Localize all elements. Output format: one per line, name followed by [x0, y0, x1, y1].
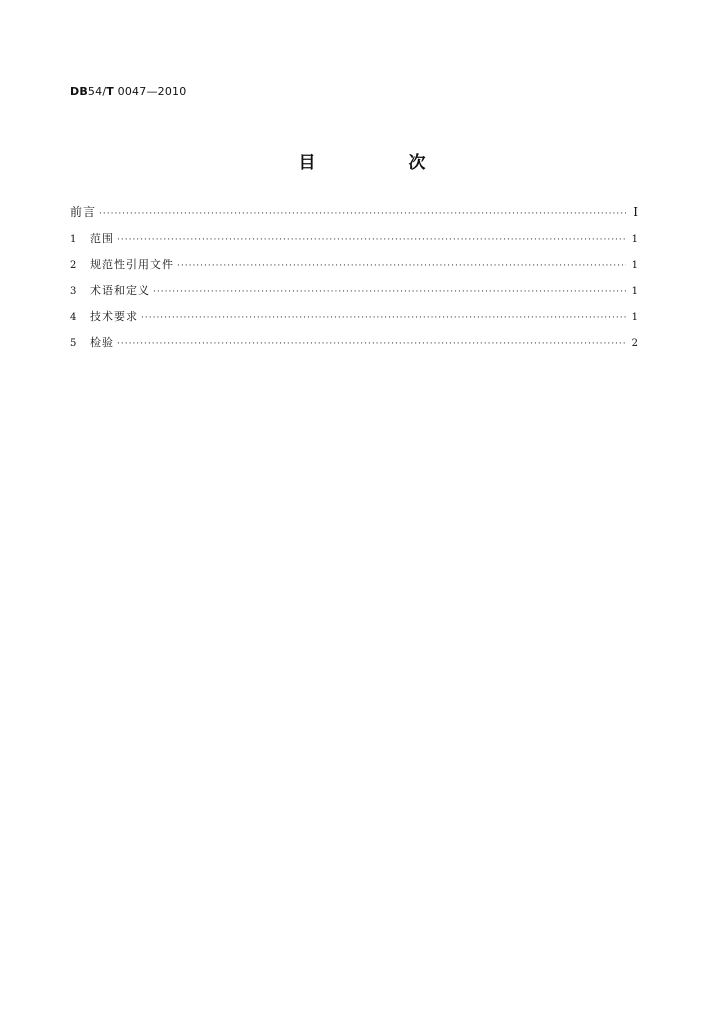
toc-entry-foreword[interactable]: [70, 203, 638, 230]
dot-leader: [177, 261, 626, 271]
toc-entry-page: 1: [631, 260, 638, 271]
table-of-contents: [70, 203, 638, 360]
toc-entry-label: 规范性引用文件: [90, 258, 174, 271]
page-title: 目 次: [298, 153, 464, 173]
standard-type: T: [106, 85, 114, 98]
standard-prefix: DB: [70, 85, 88, 98]
dot-leader: [153, 287, 626, 297]
dot-leader: [117, 339, 626, 349]
toc-entry-technical-requirements[interactable]: [70, 308, 638, 334]
toc-entry-label: 范围: [90, 232, 114, 245]
toc-entry-page: 2: [631, 338, 638, 349]
standard-number: [70, 85, 186, 98]
toc-entry-number: 1: [70, 234, 77, 245]
toc-entry-number: 5: [70, 338, 77, 349]
toc-entry-number: 4: [70, 312, 77, 323]
dot-leader: [99, 209, 626, 219]
toc-entry-label: 术语和定义: [90, 284, 150, 297]
toc-entry-label: 技术要求: [90, 310, 138, 323]
toc-entry-page: 1: [631, 312, 638, 323]
toc-entry-page: 1: [631, 286, 638, 297]
toc-entry-label: 检验: [90, 336, 114, 349]
toc-entry-page: 1: [631, 234, 638, 245]
toc-entry-inspection[interactable]: [70, 334, 638, 360]
toc-entry-scope[interactable]: [70, 230, 638, 256]
standard-serial-year: 0047—2010: [113, 85, 187, 98]
dot-leader: [117, 235, 626, 245]
toc-entry-label: 前言: [70, 205, 97, 219]
toc-entry-page: I: [633, 205, 638, 219]
toc-entry-terms-definitions[interactable]: [70, 282, 638, 308]
standard-region-code: 54/: [87, 85, 107, 98]
toc-entry-normative-references[interactable]: [70, 256, 638, 282]
toc-entry-number: 2: [70, 260, 77, 271]
dot-leader: [141, 313, 626, 323]
toc-entry-number: 3: [70, 286, 77, 297]
